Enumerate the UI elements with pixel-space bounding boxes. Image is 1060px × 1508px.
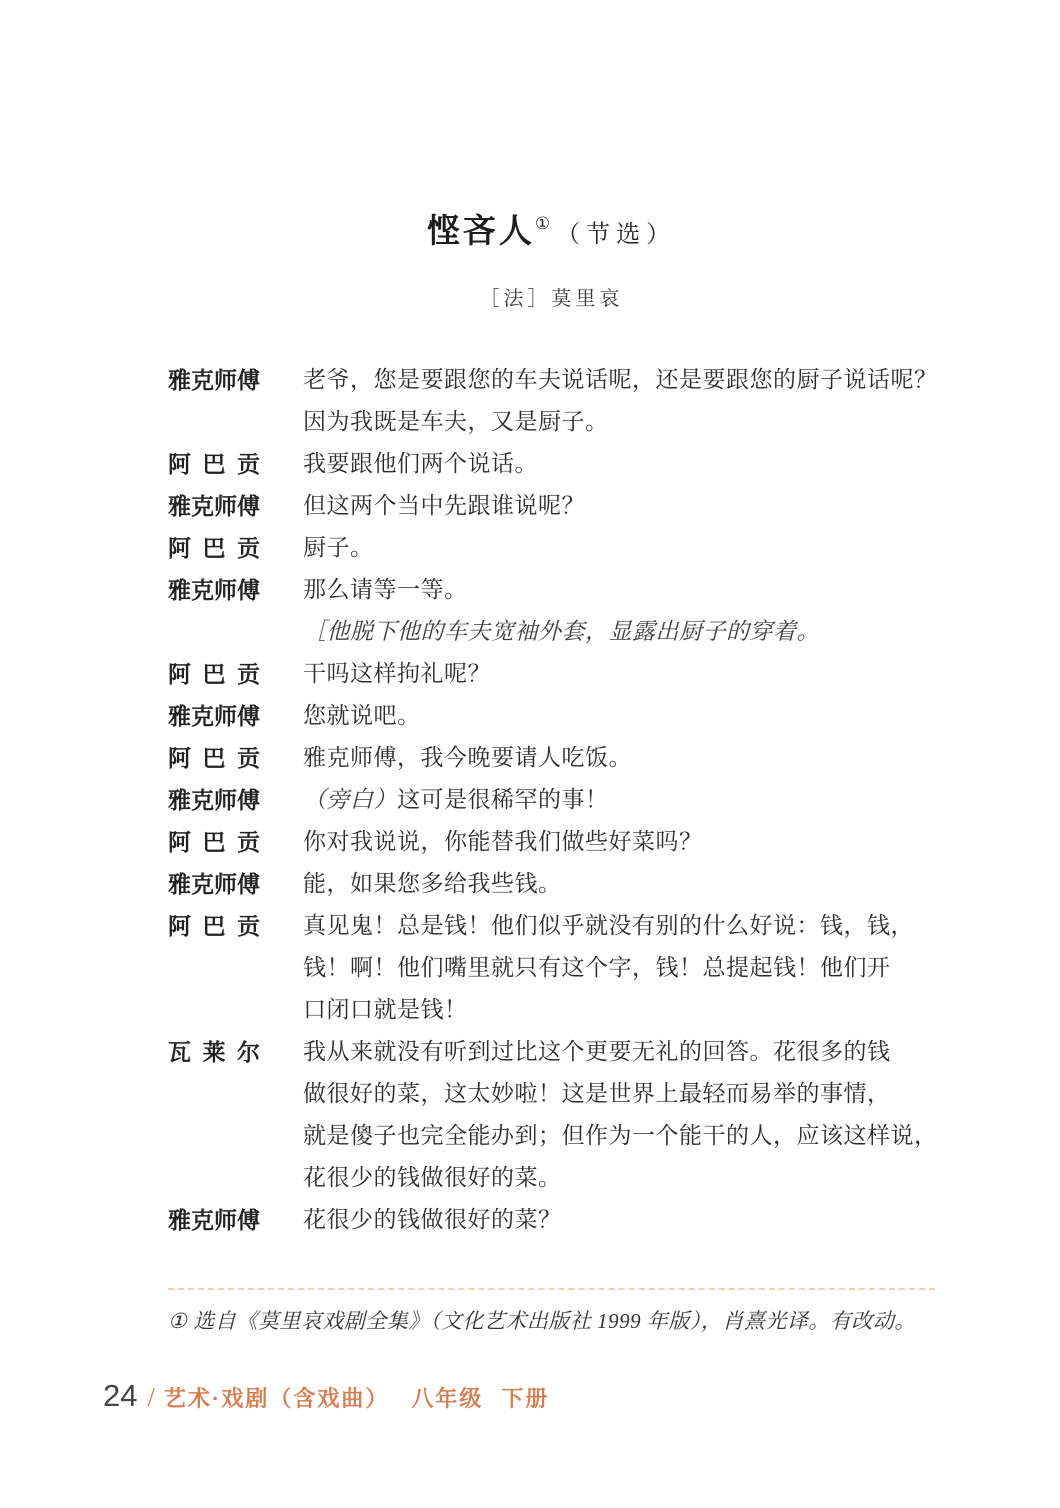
dialogue-lines xyxy=(303,485,935,527)
dialogue-lines xyxy=(303,779,935,821)
speaker-name xyxy=(168,611,260,653)
dialogue-line: 老爷，您是要跟您的车夫说话呢，还是要跟您的厨子说话呢？ xyxy=(303,367,938,392)
speaker-name: 阿 巴 贡 xyxy=(168,535,260,561)
dialogue-line: 钱！啊！他们嘴里就只有这个字，钱！总提起钱！他们开 xyxy=(303,955,891,980)
dialogue-lines xyxy=(303,1031,938,1199)
dialogue-lines xyxy=(303,737,935,779)
title-subtitle: （节选） xyxy=(556,222,677,248)
page-title xyxy=(168,212,935,258)
dialogue-line: 就是傻子也完全能办到；但作为一个能干的人，应该这样说， xyxy=(303,1123,938,1148)
dialogue-entry xyxy=(168,527,935,569)
footnote-text: 选自《莫里哀戏剧全集》（文化艺术出版社 1999 年版），肖熹光译。有改动。 xyxy=(193,1309,916,1333)
dialogue-lines xyxy=(303,905,935,1031)
footer-grade: 八年级 xyxy=(411,1386,484,1411)
dialogue-line: 我要跟他们两个说话。 xyxy=(303,451,538,476)
footer-volume: 下册 xyxy=(501,1386,550,1411)
speaker-name: 阿 巴 贡 xyxy=(168,661,260,687)
footnote-reference: ① xyxy=(534,214,551,233)
speaker-name: 雅 克 师 傅 xyxy=(168,367,260,393)
speaker-name: 阿 巴 贡 xyxy=(168,745,260,771)
footnote xyxy=(168,1288,935,1335)
dialogue-entry xyxy=(168,779,935,821)
dialogue-entry xyxy=(168,611,935,653)
dialogue-line: 雅克师傅，我今晚要请人吃饭。 xyxy=(303,745,632,770)
dialogue-entry xyxy=(168,1031,938,1199)
dialogue-line: 我从来就没有听到过比这个更要无礼的回答。花很多的钱 xyxy=(303,1039,891,1064)
dialogue-entry xyxy=(168,695,935,737)
dialogue-lines xyxy=(303,527,935,569)
dialogue-line: 能，如果您多给我些钱。 xyxy=(303,871,562,896)
dialogue-lines xyxy=(303,1199,935,1241)
dialogue-line: 您就说吧。 xyxy=(303,703,421,728)
page-footer xyxy=(103,1378,549,1414)
dialogue-line: 那么请等一等。 xyxy=(303,577,468,602)
speaker-name: 雅 克 师 傅 xyxy=(168,871,260,897)
dialogue-lines xyxy=(303,653,935,695)
dialogue-line: （旁白）这可是很稀罕的事！ xyxy=(303,787,609,812)
dialogue-entry xyxy=(168,653,935,695)
speaker-name: 阿 巴 贡 xyxy=(168,829,260,855)
speaker-name: 雅 克 师 傅 xyxy=(168,1207,260,1233)
dialogue-line: 口闭口就是钱！ xyxy=(303,997,468,1022)
dialogue-line: 真见鬼！总是钱！他们似乎就没有别的什么好说：钱，钱， xyxy=(303,913,914,938)
dialogue-entry xyxy=(168,1199,935,1241)
speaker-name: 雅 克 师 傅 xyxy=(168,703,260,729)
speaker-name: 瓦 莱 尔 xyxy=(168,1039,260,1065)
footer-course-title: 艺术·戏剧（含戏曲） xyxy=(164,1386,390,1411)
dialogue-lines xyxy=(303,863,935,905)
speaker-name: 雅 克 师 傅 xyxy=(168,493,260,519)
stage-direction: ［他脱下他的车夫宽袖外套，显露出厨子的穿着。 xyxy=(303,619,820,644)
dialogue-lines xyxy=(303,359,938,443)
dialogue-lines xyxy=(303,695,935,737)
dialogue-entry xyxy=(168,485,935,527)
dialogue-entry xyxy=(168,863,935,905)
dialogue-entry xyxy=(168,821,935,863)
dialogue-block xyxy=(168,359,938,1241)
speaker-name: 阿 巴 贡 xyxy=(168,451,260,477)
slash-separator-icon: / xyxy=(147,1382,155,1412)
speaker-name: 阿 巴 贡 xyxy=(168,913,260,939)
dialogue-entry xyxy=(168,737,935,779)
dialogue-line: 干吗这样拘礼呢？ xyxy=(303,661,491,686)
dialogue-lines xyxy=(303,569,935,611)
author-line: ［法］莫里哀 xyxy=(479,288,624,310)
dialogue-line: 因为我既是车夫，又是厨子。 xyxy=(303,409,609,434)
dialogue-entry xyxy=(168,905,935,1031)
title-text: 悭吝人 xyxy=(426,214,535,250)
dialogue-line: 花很少的钱做很好的菜。 xyxy=(303,1165,562,1190)
dialogue-line: 花很少的钱做很好的菜？ xyxy=(303,1207,562,1232)
speaker-name: 雅 克 师 傅 xyxy=(168,787,260,813)
dialogue-line: 但这两个当中先跟谁说呢？ xyxy=(303,493,585,518)
dialogue-line: 厨子。 xyxy=(303,535,374,560)
dialogue-entry xyxy=(168,443,935,485)
footnote-marker: ① xyxy=(168,1309,188,1333)
dialogue-line: 做很好的菜，这太妙啦！这是世界上最轻而易举的事情， xyxy=(303,1081,891,1106)
dialogue-lines xyxy=(303,443,935,485)
dialogue-lines xyxy=(303,821,935,863)
dialogue-entry xyxy=(168,569,935,611)
dialogue-lines xyxy=(303,611,935,653)
dialogue-line: 你对我说说，你能替我们做些好菜吗？ xyxy=(303,829,703,854)
aside-marker: （旁白） xyxy=(303,787,397,812)
page-number: 24 xyxy=(103,1378,138,1413)
dialogue-entry xyxy=(168,359,938,443)
speaker-name: 雅 克 师 傅 xyxy=(168,577,260,603)
